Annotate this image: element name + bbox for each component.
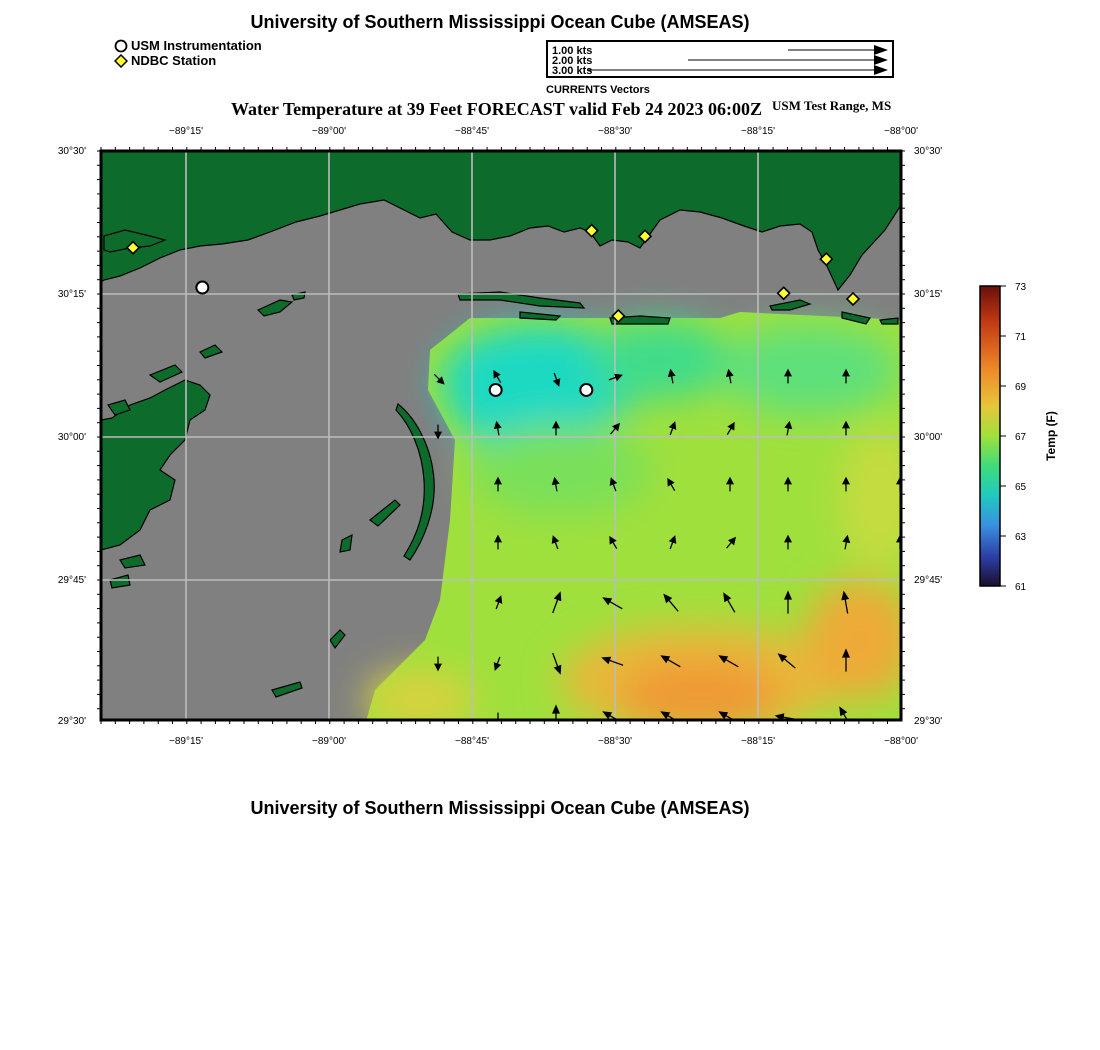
- y-tick-left: 30°15': [57, 289, 86, 300]
- y-tick-left: 29°45': [57, 575, 86, 586]
- y-tick-right: 29°30': [914, 716, 943, 727]
- temperature-colorbar: [980, 282, 1058, 593]
- x-tick-top: −89°15': [169, 126, 203, 137]
- y-tick-right: 30°00': [914, 432, 943, 443]
- x-tick-top: −89°00': [312, 126, 346, 137]
- x-tick-bottom: −88°45': [455, 736, 489, 747]
- vector-scale-label-1: 1.00 kts: [552, 45, 593, 57]
- vector-scale-label-3: 3.00 kts: [552, 65, 593, 77]
- x-tick-bottom: −88°30': [598, 736, 632, 747]
- x-tick-bottom: −89°15': [169, 736, 203, 747]
- colorbar-tick: 67: [1015, 432, 1027, 443]
- colorbar-tick: 63: [1015, 532, 1027, 543]
- colorbar-tick: 73: [1015, 282, 1027, 293]
- x-tick-bottom: −88°15': [741, 736, 775, 747]
- y-tick-left: 29°30': [57, 716, 86, 727]
- map-subtitle: Water Temperature at 39 Feet FORECAST valid Feb 24 2023 06:00Z: [231, 99, 762, 119]
- y-tick-left: 30°30': [57, 146, 86, 157]
- legend-ndbc-label: NDBC Station: [131, 53, 217, 68]
- y-tick-right: 30°30': [914, 146, 943, 157]
- map-title: University of Southern Mississippi Ocean Cube (AMSEAS): [250, 12, 750, 32]
- usm-instrument-marker: [580, 384, 592, 396]
- y-tick-right: 29°45': [914, 575, 943, 586]
- y-tick-right: 30°15': [914, 289, 943, 300]
- colorbar-tick: 65: [1015, 482, 1027, 493]
- legend-usm-label: USM Instrumentation: [131, 38, 262, 53]
- x-tick-top: −88°45': [455, 126, 489, 137]
- x-tick-top: −88°00': [884, 126, 918, 137]
- map-plot-area: [101, 151, 920, 735]
- x-tick-top: −88°15': [741, 126, 775, 137]
- usm-instrument-marker: [196, 282, 208, 294]
- usm-instrument-marker: [490, 384, 502, 396]
- x-tick-bottom: −89°00': [312, 736, 346, 747]
- x-tick-bottom: −88°00': [884, 736, 918, 747]
- colorbar-tick: 61: [1015, 582, 1027, 593]
- footer-title: University of Southern Mississippi Ocean Cube (AMSEAS): [250, 798, 750, 818]
- vector-scale-label-2: 2.00 kts: [552, 55, 593, 67]
- colorbar-label: Temp (F): [1044, 411, 1058, 461]
- x-tick-top: −88°30': [598, 126, 632, 137]
- colorbar-tick: 71: [1015, 332, 1027, 343]
- y-tick-left: 30°00': [57, 432, 86, 443]
- vector-scale-caption: CURRENTS Vectors: [546, 84, 650, 96]
- colorbar-tick: 69: [1015, 382, 1027, 393]
- colorbar-ramp: [980, 286, 1000, 586]
- range-label: USM Test Range, MS: [772, 98, 892, 113]
